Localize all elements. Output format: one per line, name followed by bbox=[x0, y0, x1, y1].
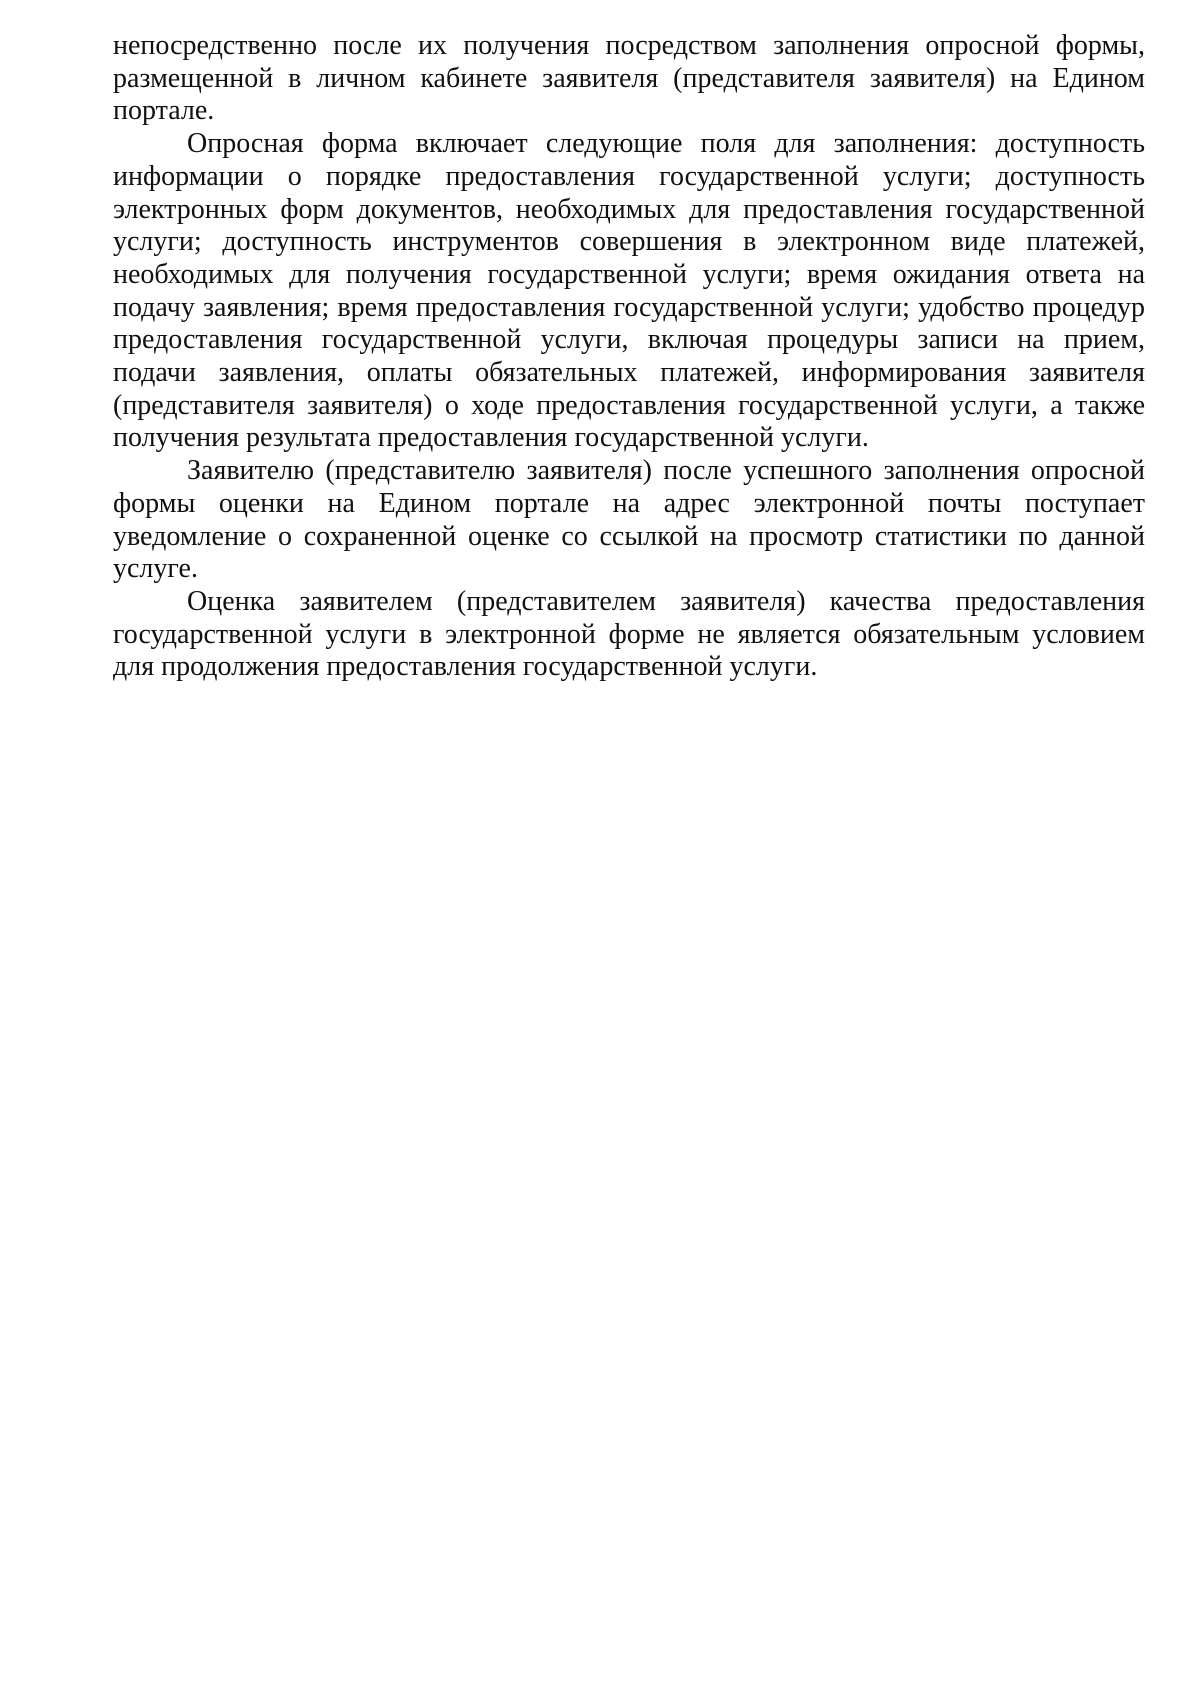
paragraph-optional-rating: Оценка заявителем (представителем заявителя) качества предоставления государственной услуги в электронной форме не является обязательным условием для продолжения предоставления государственной услуги. bbox=[113, 585, 1145, 683]
paragraph-continuation: непосредственно после их получения посредством заполнения опросной формы, размещенной в личном кабинете заявителя (представителя заявителя) на Едином портале. bbox=[113, 30, 1145, 127]
paragraph-survey-fields: Опросная форма включает следующие поля для заполнения: доступность информации о порядке предоставления государственной услуги; доступность электронных форм документов, необходимых для предоставления государственной услуги; доступность инструментов совершения в электронном виде платежей, необходимых для получения государственной услуги; время ожидания ответа на подачу заявления; время предоставления государственной услуги; удобство процедур предоставления государственной услуги, включая процедуры записи на прием, подачи заявления, оплаты обязательных платежей, информирования заявителя (представителя заявителя) о ходе предоставления государственной услуги, а также получения результата предоставления государственной услуги. bbox=[113, 128, 1145, 454]
document-page bbox=[113, 30, 1145, 684]
paragraph-notification: Заявителю (представителю заявителя) после успешного заполнения опросной формы оценки на Едином портале на адрес электронной почты поступает уведомление о сохраненной оценке со ссылкой на просмотр статистики по данной услуге. bbox=[113, 455, 1145, 585]
